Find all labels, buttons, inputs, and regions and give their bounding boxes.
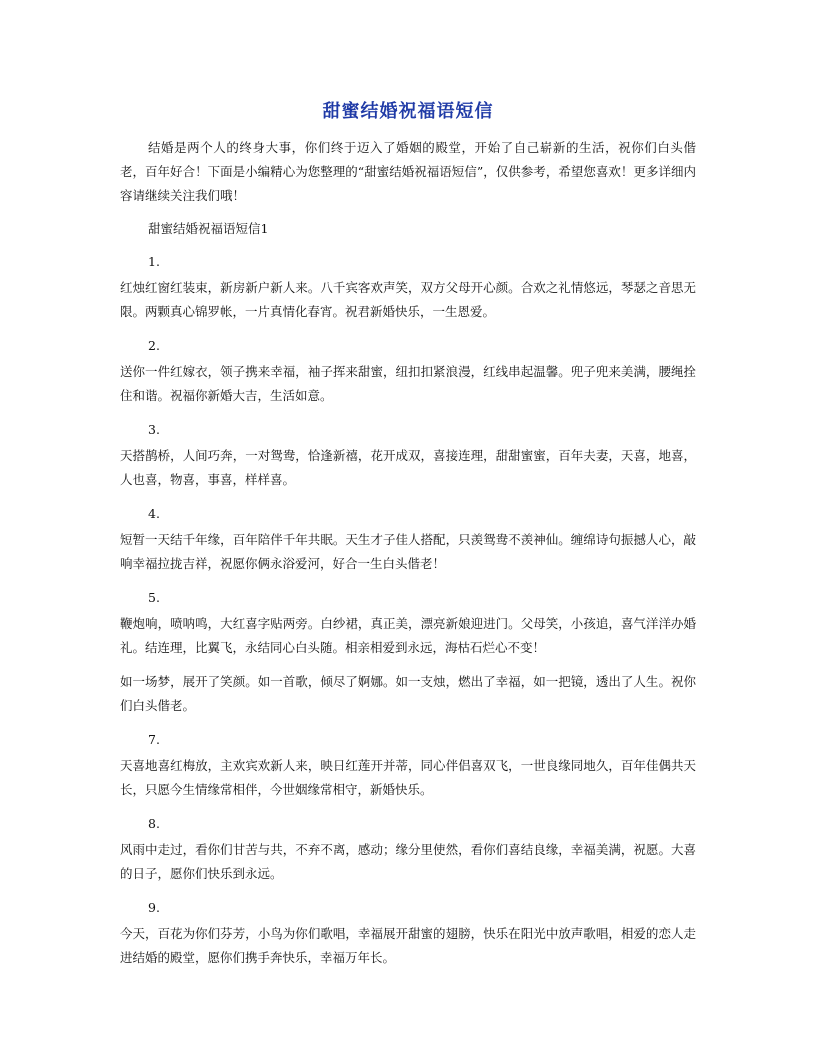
document-title: 甜蜜结婚祝福语短信 xyxy=(322,101,494,122)
entry-text: 天搭鹊桥，人间巧奔，一对鸳鸯，恰逢新禧，花开成双，喜接连理，甜甜蜜蜜，百年夫妻，天喜，地喜，人也喜，物喜，事喜，样样喜。 xyxy=(120,448,696,487)
entry-text: 如一场梦，展开了笑颜。如一首歌，倾尽了婀娜。如一支烛，燃出了幸福，如一把镜，透出了人生。祝你们白头偕老。 xyxy=(120,674,696,713)
entry-number: 9. xyxy=(148,900,160,915)
entry-number: 4. xyxy=(148,506,160,521)
entry-number: 7. xyxy=(148,732,160,747)
entry-text: 送你一件红嫁衣，领子携来幸福，袖子挥来甜蜜，纽扣扣紧浪漫，红线串起温馨。兜子兜来美满，腰绳拴住和谐。祝福你新婚大吉，生活如意。 xyxy=(120,364,696,403)
entry-text: 红烛红窗红装束，新房新户新人来。八千宾客欢声笑，双方父母开心颜。合欢之礼情悠远，琴瑟之音思无限。两颗真心锦罗帐，一片真情化春宵。祝君新婚快乐，一生恩爱。 xyxy=(120,280,696,319)
greeting-list xyxy=(120,252,696,970)
entry-text: 天喜地喜红梅放，主欢宾欢新人来，映日红莲开并蒂，同心伴侣喜双飞，一世良缘同地久，百年佳偶共天长，只愿今生情缘常相伴，今世姻缘常相守，新婚快乐。 xyxy=(120,758,696,797)
entry-number: 5. xyxy=(148,590,160,605)
section-subtitle: 甜蜜结婚祝福语短信1 xyxy=(148,221,269,236)
entry-number: 2. xyxy=(148,338,160,353)
entry-text: 今天，百花为你们芬芳，小鸟为你们歌唱，幸福展开甜蜜的翅膀，快乐在阳光中放声歌唱，相爱的恋人走进结婚的殿堂，愿你们携手奔快乐，幸福万年长。 xyxy=(120,926,696,965)
entry-number: 8. xyxy=(148,816,160,831)
entry-text: 鞭炮响，喷呐鸣，大红喜字贴两旁。白纱裙，真正美，漂亮新娘迎进门。父母笑，小孩追，喜气洋洋办婚礼。结连理，比翼飞，永结同心白头随。相亲相爱到永远，海枯石烂心不变！ xyxy=(120,616,696,655)
entry-number: 3. xyxy=(148,422,160,437)
entry-gap xyxy=(120,660,696,670)
entry-number: 1. xyxy=(148,254,160,269)
entry-text: 短暂一天结千年缘，百年陪伴千年共眠。天生才子佳人搭配，只羡鸳鸯不羡神仙。缠绵诗句振撼人心，敲响幸福拉拢吉祥，祝愿你俩永浴爱河，好合一生白头偕老！ xyxy=(120,532,696,571)
entry-text: 风雨中走过，看你们甘苦与共，不弃不离，感动；缘分里使然，看你们喜结良缘，幸福美满，祝愿。大喜的日子，愿你们快乐到永远。 xyxy=(120,842,696,881)
intro-paragraph: 结婚是两个人的终身大事，你们终于迈入了婚姻的殿堂，开始了自己崭新的生活，祝你们白头偕老，百年好合！下面是小编精心为您整理的“甜蜜结婚祝福语短信”，仅供参考，希望您喜欢！更多详细内容请继续关注我们哦！ xyxy=(120,140,696,203)
